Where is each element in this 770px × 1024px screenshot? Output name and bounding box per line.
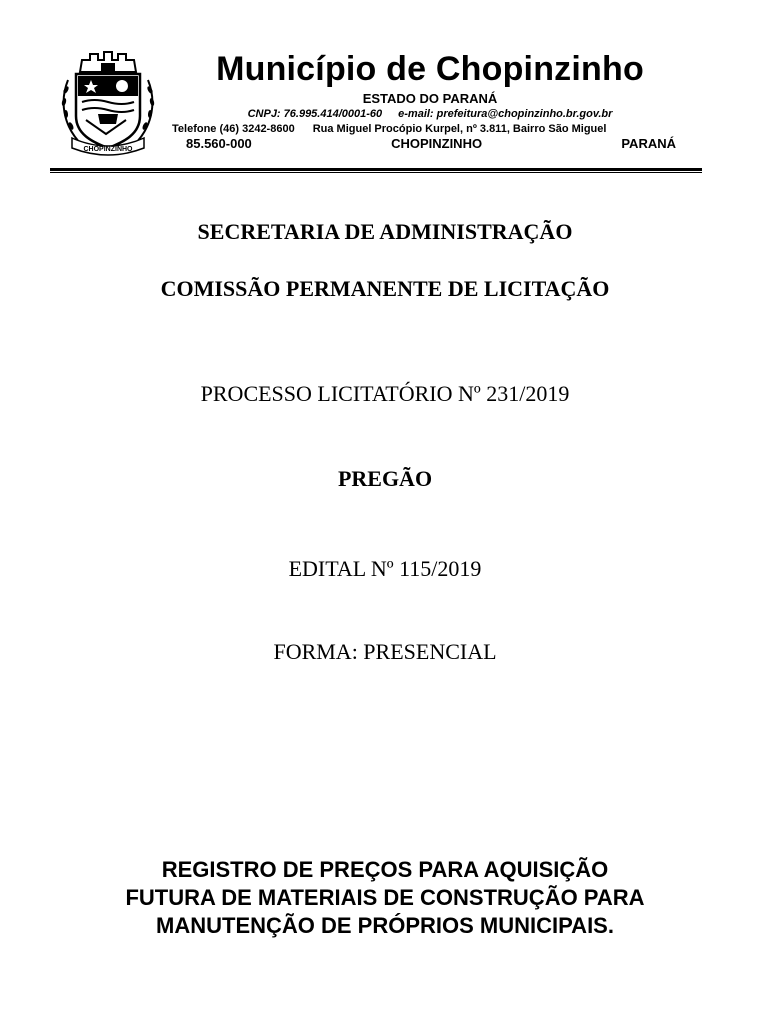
forma-label: FORMA: PRESENCIAL <box>273 639 497 664</box>
state-short-text: PARANÁ <box>621 136 676 151</box>
phone-address-line <box>172 122 692 137</box>
email-text: e-mail: prefeitura@chopinzinho.br.gov.br <box>398 108 613 120</box>
modalidade-label: PREGÃO <box>337 466 433 491</box>
city-text: CHOPINZINHO <box>391 136 483 151</box>
cnpj-text: CNPJ: 76.995.414/0001-60 <box>247 108 383 120</box>
cep-city-line <box>186 136 676 152</box>
header-divider-thin <box>50 172 702 173</box>
cep-text: 85.560-000 <box>186 136 252 151</box>
municipality-title: Município de Chopinzinho <box>216 50 644 88</box>
crest-banner-text: CHOPINZINHO <box>83 146 133 153</box>
phone-text: Telefone (46) 3242-8600 <box>172 123 295 135</box>
state-name: ESTADO DO PARANÁ <box>362 91 498 106</box>
objeto-line-3: MANUTENÇÃO DE PRÓPRIOS MUNICIPAIS. <box>156 913 614 938</box>
contact-line <box>160 107 700 122</box>
address-text: Rua Miguel Procópio Kurpel, nº 3.811, Bairro São Miguel <box>312 123 607 135</box>
secretaria-heading: SECRETARIA DE ADMINISTRAÇÃO <box>197 219 573 244</box>
municipal-coat-of-arms <box>58 50 158 160</box>
edital-number: EDITAL Nº 115/2019 <box>288 556 482 581</box>
processo-number: PROCESSO LICITATÓRIO Nº 231/2019 <box>200 381 570 406</box>
objeto-line-1: REGISTRO DE PREÇOS PARA AQUISIÇÃO <box>161 857 609 882</box>
comissao-heading: COMISSÃO PERMANENTE DE LICITAÇÃO <box>160 276 610 301</box>
header-divider-thick <box>50 168 702 171</box>
objeto-line-2: FUTURA DE MATERIAIS DE CONSTRUÇÃO PARA <box>125 885 645 910</box>
